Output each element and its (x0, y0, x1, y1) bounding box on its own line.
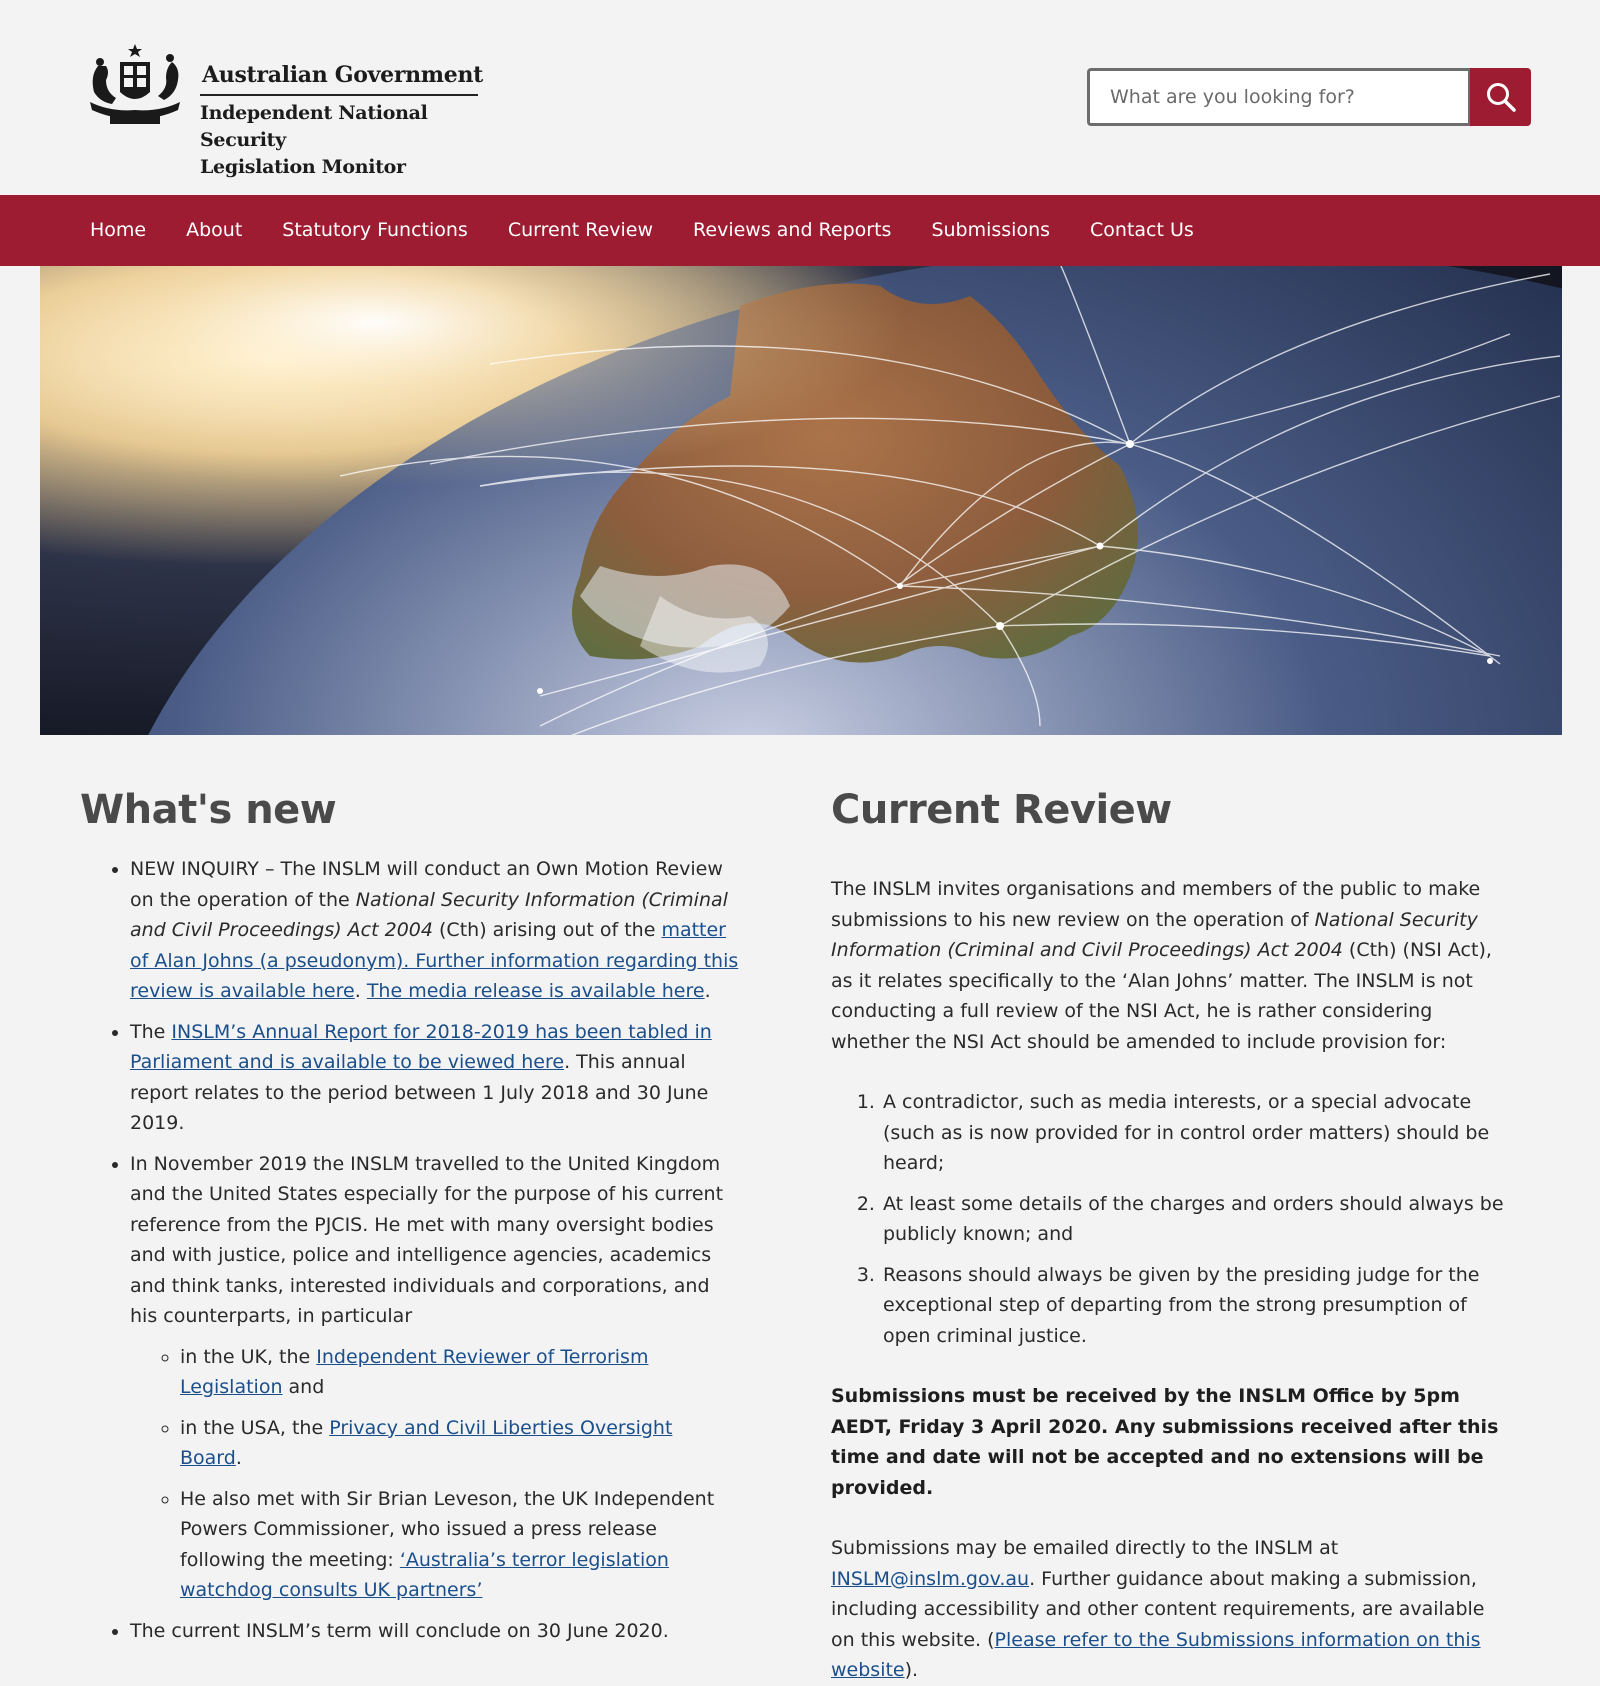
search-button[interactable] (1470, 68, 1531, 126)
coat-of-arms-icon (80, 42, 190, 128)
list-item: 1. A contradictor, such as media interests, or a special advocate (such as is now provided for in control order matters) should be heard; (881, 1087, 1511, 1179)
submission-deadline: Submissions must be received by the INSLM Office by 5pm AEDT, Friday 3 April 2020. Any submissions received after this time and date will not be accepted and no extensions will be provided. (831, 1385, 1499, 1499)
review-points-list (831, 1087, 1511, 1351)
counterparts-list (130, 1342, 740, 1606)
news-text: . This annual report relates to the period between 1 July 2018 and 30 June 2019. (130, 1051, 709, 1134)
media-release-link[interactable]: The media release is available here (366, 980, 705, 1002)
nav-contact-us[interactable]: Contact Us (1090, 219, 1194, 241)
news-text: . (704, 980, 711, 1002)
submission-instructions (831, 1533, 1511, 1686)
news-text: in the UK, the (180, 1345, 317, 1368)
search-form (1087, 68, 1531, 126)
header-divider (200, 94, 478, 96)
list-item (180, 1413, 740, 1474)
current-review-section (831, 780, 1511, 1686)
review-text: ). (904, 1659, 919, 1681)
news-text: The (130, 1020, 172, 1043)
news-text: In November 2019 the INSLM travelled to the United Kingdom and the United States especially for the purpose of his current reference from the PJCIS. He met with many oversight bodies and with justice, police and intelligence agencies, academics and think tanks, interested individuals and corporations, and his counterparts, in particular (130, 1152, 724, 1327)
nav-about[interactable]: About (186, 219, 243, 241)
review-intro (831, 874, 1511, 1057)
list-item (180, 1342, 740, 1403)
list-item (130, 854, 740, 1007)
agency-name[interactable] (200, 100, 500, 181)
list-item (130, 1017, 740, 1139)
press-release-link[interactable]: ‘Australia’s terror legislation watchdog consults UK partners’ (180, 1548, 669, 1601)
list-item (130, 1149, 740, 1606)
alan-johns-review-link[interactable]: matter of Alan Johns (a pseudonym). Further information regarding this review is available here (130, 919, 739, 1002)
government-name: Australian Government (202, 62, 484, 88)
act-title: National Security Information (Criminal and Civil Proceedings) Act 2004 (130, 888, 728, 941)
nav-home[interactable]: Home (90, 219, 147, 241)
review-text: The INSLM invites organisations and members of the public to make submissions to his new review on the operation of (831, 878, 1481, 931)
review-text: . Further guidance about making a submission, including accessibility and other content requirements, are available on this website. ( (831, 1567, 1485, 1651)
inslm-email-link[interactable]: INSLM@inslm.gov.au (831, 1567, 1030, 1590)
search-icon (1485, 81, 1517, 113)
news-text: in the USA, the (180, 1416, 330, 1439)
list-item: 3. Reasons should always be given by the presiding judge for the exceptional step of departing from the strong presumption of open criminal justice. (881, 1260, 1511, 1352)
globe-network-illustration (40, 266, 1562, 735)
nav-submissions[interactable]: Submissions (931, 219, 1051, 241)
list-item: 2. At least some details of the charges and orders should always be publicly known; and (881, 1189, 1511, 1250)
hero-banner-image (40, 266, 1562, 735)
nav-current-review[interactable]: Current Review (507, 219, 654, 241)
main-nav (0, 195, 1600, 266)
nav-statutory-functions[interactable]: Statutory Functions (282, 219, 468, 241)
whats-new-list (80, 854, 740, 1646)
news-text: . (235, 1447, 242, 1469)
review-text: Submissions may be emailed directly to the INSLM at (831, 1537, 1339, 1559)
review-text: (Cth) (NSI Act), as it relates specifically to the ‘Alan Johns’ matter. The INSLM is not conducting a full review of the NSI Act, he is rather considering whether the NSI Act should be amended to include provision for: (831, 939, 1492, 1053)
nav-reviews-and-reports[interactable]: Reviews and Reports (693, 219, 892, 241)
annual-report-link[interactable]: INSLM’s Annual Report for 2018-2019 has been tabled in Parliament and is available to be viewed here (130, 1020, 712, 1073)
agency-name-line1: Independent National Security (200, 102, 428, 151)
list-item: • The current INSLM’s term will conclude on 30 June 2020. (130, 1616, 740, 1647)
whats-new-section (80, 780, 740, 1656)
submissions-info-link[interactable]: Please refer to the Submissions information on this website (831, 1628, 1481, 1681)
news-text: . (354, 980, 367, 1002)
news-text: NEW INQUIRY – The INSLM will conduct an Own Motion Review on the operation of the (130, 858, 723, 911)
act-title: National Security Information (Criminal and Civil Proceedings) Act 2004 (831, 908, 1478, 961)
terrorism-reviewer-link[interactable]: Independent Reviewer of Terrorism Legislation (180, 1345, 649, 1398)
site-header (0, 0, 1600, 195)
news-text: (Cth) arising out of the (432, 919, 662, 941)
pclob-link[interactable]: Privacy and Civil Liberties Oversight Board (180, 1416, 673, 1469)
search-input[interactable] (1087, 68, 1471, 126)
agency-name-line2: Legislation Monitor (200, 156, 406, 178)
current-review-heading: Current Review (831, 787, 1172, 833)
news-text: He also met with Sir Brian Leveson, the UK Independent Powers Commissioner, who issued a press release following the meeting: (180, 1487, 715, 1571)
list-item (180, 1484, 740, 1606)
news-text: and (282, 1376, 325, 1398)
whats-new-heading: What's new (80, 787, 337, 833)
